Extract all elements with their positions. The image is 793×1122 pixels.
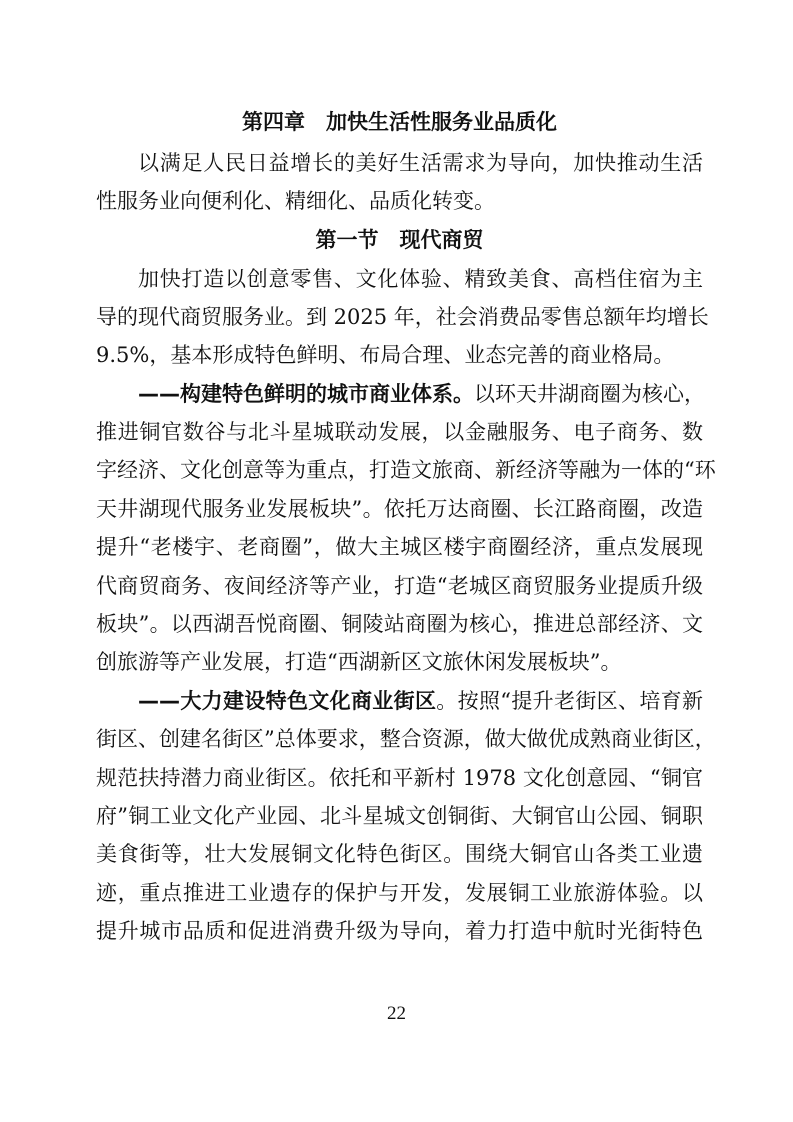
para-line: 导的现代商贸服务业。到 2025 年，社会消费品零售总额年均增长 <box>96 305 709 329</box>
para-line: 规范扶持潜力商业街区。依托和平新村 1978 文化创意园、“铜官 <box>96 766 703 790</box>
para-line: 字经济、文化创意等为重点，打造文旅商、新经济等融为一体的“环 <box>96 458 716 482</box>
para-line: 街区、创建名街区”总体要求，整合资源，做大做优成熟商业街区， <box>96 727 716 751</box>
para-text: 。按照“提升老街区、培育新 <box>436 689 703 713</box>
section-title: 第一节 现代商贸 <box>315 228 484 252</box>
chapter-title: 第四章 加快生活性服务业品质化 <box>242 110 557 134</box>
page-number: 22 <box>387 1003 406 1024</box>
bold-lead: ——构建特色鲜明的城市商业体系。 <box>138 382 474 406</box>
para-text: 以环天井湖商圈为核心， <box>474 382 705 406</box>
para-line: 提升城市品质和促进消费升级为导向，着力打造中航时光街特色 <box>96 919 703 943</box>
para-line <box>138 682 703 720</box>
para-line: 府”铜工业文化产业园、北斗星城文创铜街、大铜官山公园、铜职 <box>96 804 703 828</box>
para-line: 迹，重点推进工业遗存的保护与开发，发展铜工业旅游体验。以 <box>96 881 703 905</box>
para-line: 提升“老楼宇、老商圈”，做大主城区楼宇商圈经济，重点发展现 <box>96 535 703 559</box>
para-line <box>138 375 703 413</box>
para-line: 推进铜官数谷与北斗星城联动发展，以金融服务、电子商务、数 <box>96 420 703 444</box>
para-line: 9.5%，基本形成特色鲜明、布局合理、业态完善的商业格局。 <box>96 343 675 367</box>
bold-lead: ——大力建设特色文化商业街区 <box>138 689 437 713</box>
intro-line: 以满足人民日益增长的美好生活需求为导向，加快推动生活 <box>138 151 703 175</box>
para-line: 天井湖现代服务业发展板块”。依托万达商圈、长江路商圈，改造 <box>96 497 703 521</box>
intro-line: 性服务业向便利化、精细化、品质化转变。 <box>96 189 495 213</box>
para-line: 加快打造以创意零售、文化体验、精致美食、高档住宿为主 <box>138 267 703 291</box>
para-line: 美食街等，壮大发展铜文化特色街区。围绕大铜官山各类工业遗 <box>96 842 703 866</box>
para-line: 板块”。以西湖吾悦商圈、铜陵站商圈为核心，推进总部经济、文 <box>96 612 703 636</box>
para-line: 代商贸商务、夜间经济等产业，打造“老城区商贸服务业提质升级 <box>96 574 703 598</box>
para-line: 创旅游等产业发展，打造“西湖新区文旅休闲发展板块”。 <box>96 650 622 674</box>
